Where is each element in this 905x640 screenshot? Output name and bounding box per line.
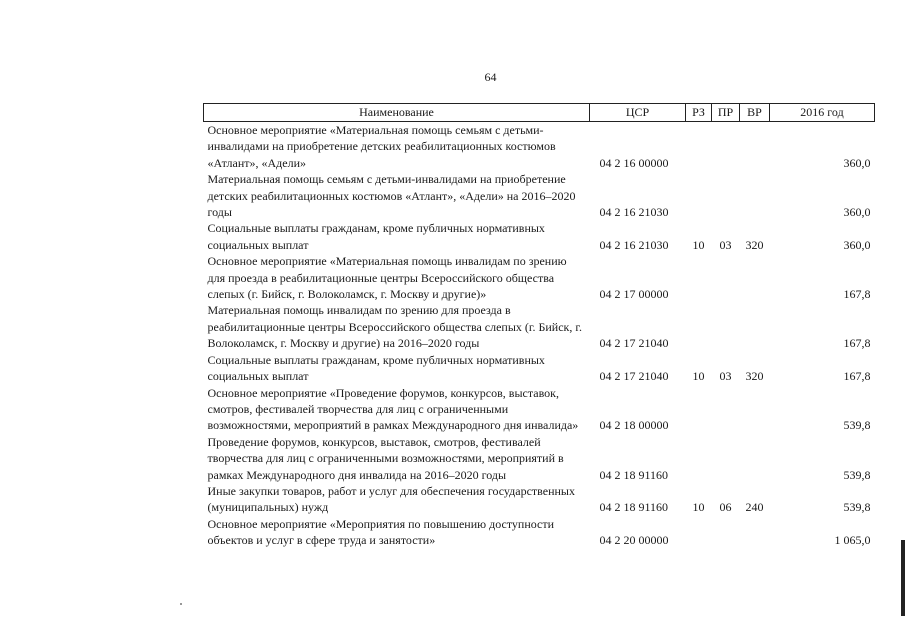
row-pr — [712, 253, 740, 302]
row-csr: 04 2 16 21030 — [599, 237, 669, 252]
row-csr: 04 2 17 21040 — [599, 336, 669, 351]
row-amount: 1 065,0 — [834, 533, 871, 548]
row-rz — [686, 434, 712, 483]
row-csr: 04 2 17 00000 — [599, 287, 669, 302]
table-row — [204, 434, 875, 483]
row-amount: 360,0 — [843, 205, 871, 220]
row-amount: 167,8 — [843, 287, 871, 302]
row-vr: 320 — [745, 369, 764, 384]
table-row — [204, 253, 875, 302]
table-row — [204, 352, 875, 385]
row-vr — [740, 171, 770, 220]
row-rz — [686, 122, 712, 172]
row-rz: 10 — [692, 369, 705, 384]
row-name: Социальные выплаты гражданам, кроме публичных нормативных социальных выплат — [207, 221, 545, 252]
row-name: Материальная помощь семьям с детьми-инвалидами на приобретение детских реабилитационных костюмов «Атлант», «Адели» на 2016–2020 годы — [207, 172, 576, 220]
row-amount: 167,8 — [843, 369, 871, 384]
row-name: Проведение форумов, конкурсов, выставок, смотров, фестивалей творчества для лиц с ограниченными возможностями, мероприятий в рамках Международного дня инвалида на 2016–2020 годы — [207, 434, 564, 482]
row-vr — [740, 385, 770, 434]
header-pr: ПР — [712, 104, 740, 122]
row-vr: 320 — [745, 237, 764, 252]
row-csr: 04 2 16 00000 — [599, 155, 669, 170]
row-amount: 360,0 — [843, 155, 871, 170]
scan-speck — [180, 603, 182, 605]
row-csr: 04 2 17 21040 — [599, 369, 669, 384]
row-vr — [740, 122, 770, 172]
row-csr: 04 2 20 00000 — [599, 533, 669, 548]
row-vr — [740, 434, 770, 483]
row-rz — [686, 171, 712, 220]
table-header-row — [204, 104, 875, 122]
row-vr: 240 — [745, 500, 764, 515]
row-rz — [686, 385, 712, 434]
table-row — [204, 385, 875, 434]
row-amount: 539,8 — [843, 418, 871, 433]
row-csr: 04 2 16 21030 — [599, 205, 669, 220]
row-name: Основное мероприятие «Проведение форумов, конкурсов, выставок, смотров, фестивалей творчества для лиц с ограниченными возможностями, мероприятий в рамках Международного дня инвалида» — [207, 385, 579, 433]
row-amount: 360,0 — [843, 237, 871, 252]
row-vr — [740, 302, 770, 351]
header-vr: ВР — [740, 104, 770, 122]
page-number: 64 — [484, 70, 497, 84]
row-amount: 167,8 — [843, 336, 871, 351]
row-rz — [686, 253, 712, 302]
table-row — [204, 171, 875, 220]
row-pr — [712, 171, 740, 220]
row-rz: 10 — [692, 500, 705, 515]
budget-table — [203, 103, 875, 549]
row-pr: 03 — [719, 237, 732, 252]
row-csr: 04 2 18 91160 — [599, 500, 669, 515]
table-row — [204, 220, 875, 253]
header-rz: РЗ — [686, 104, 712, 122]
row-name: Иные закупки товаров, работ и услуг для обеспечения государственных (муниципальных) нужд — [207, 483, 575, 515]
row-name: Основное мероприятие «Мероприятия по повышению доступности объектов и услуг в сфере труда и занятости» — [207, 516, 555, 548]
row-pr: 03 — [719, 369, 732, 384]
row-name: Основное мероприятие «Материальная помощь инвалидам по зрению для проезда в реабилитационные центры Всероссийского общества слепых (г. Бийск, г. Волоколамск, г. Москву и другие)» — [207, 254, 567, 302]
row-vr — [740, 516, 770, 549]
row-vr — [740, 253, 770, 302]
row-rz — [686, 302, 712, 351]
row-name: Социальные выплаты гражданам, кроме публичных нормативных социальных выплат — [207, 352, 545, 384]
row-amount: 539,8 — [843, 467, 871, 482]
row-csr: 04 2 18 91160 — [599, 467, 669, 482]
row-rz — [686, 516, 712, 549]
scan-edge-mark — [901, 540, 905, 616]
row-pr — [712, 385, 740, 434]
row-pr — [712, 302, 740, 351]
row-pr — [712, 122, 740, 172]
table-row — [204, 302, 875, 351]
table-row — [204, 122, 875, 172]
row-name: Материальная помощь инвалидам по зрению для проезда в реабилитационные центры Всероссийского общества слепых (г. Бийск, г. Волоколамск, г. Москву и другие) на 2016–2020 годы — [207, 303, 582, 351]
row-name: Основное мероприятие «Материальная помощь семьям с детьми-инвалидами на приобретение детских реабилитационных костюмов «Атлант», «Адели» — [207, 123, 556, 170]
table-row — [204, 483, 875, 516]
header-name: Наименование — [204, 104, 590, 122]
row-pr — [712, 434, 740, 483]
table-row — [204, 516, 875, 549]
header-csr: ЦСР — [590, 104, 686, 122]
row-pr — [712, 516, 740, 549]
row-rz: 10 — [692, 237, 705, 252]
row-amount: 539,8 — [843, 500, 871, 515]
header-year: 2016 год — [770, 104, 875, 122]
row-csr: 04 2 18 00000 — [599, 418, 669, 433]
row-pr: 06 — [719, 500, 732, 515]
